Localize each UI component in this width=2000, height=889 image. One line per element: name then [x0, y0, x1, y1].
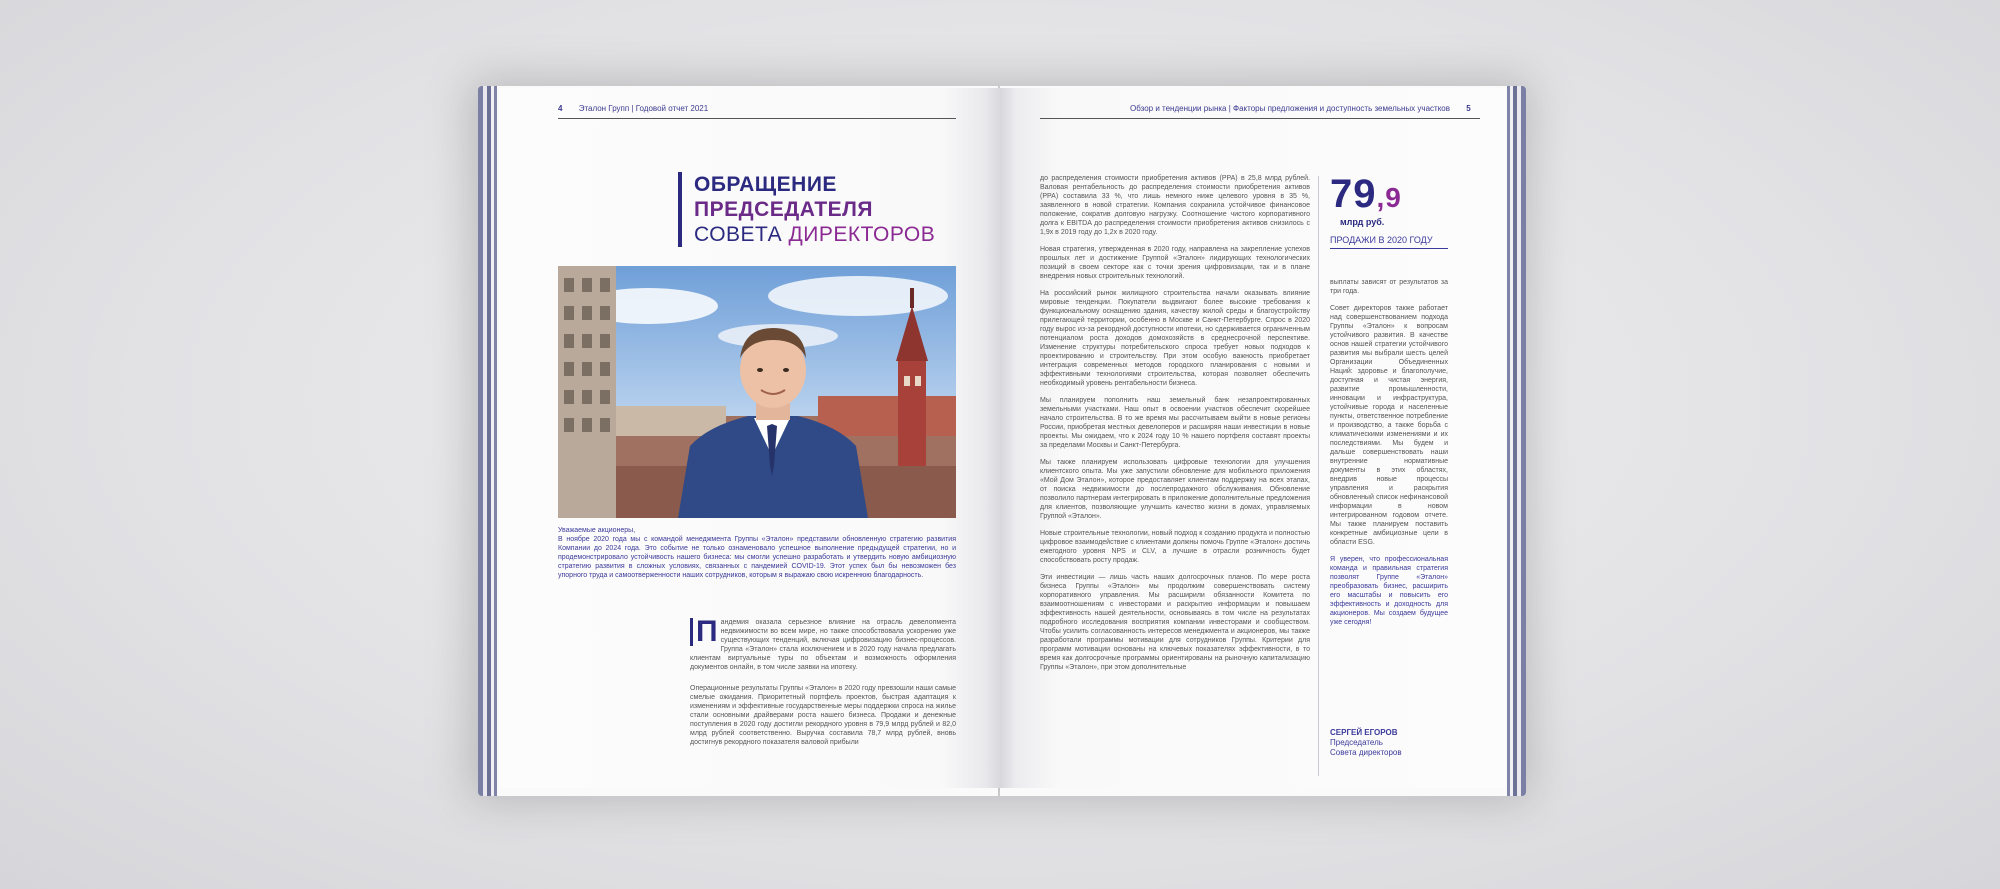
- intro-paragraph: Уважаемые акционеры, В ноябре 2020 года мы с командой менеджмента Группы «Эталон» представили обновленную стратегию развития Компании до 2024 года. Это событие не только ознаменовало успешное выполнение предыдущей стратегии, но и продемонстрировало устойчивость нашего бизнеса: мы смогли успешно разработать и утвердить новую амбициозную стратегию развития в сложных условиях, связанных с пандемией COVID-19. Этот успех был бы невозможен без упорного труда и самоотверженности наших сотрудников, которым я выражаю свою искреннюю благодарность.: [558, 527, 956, 579]
- column-divider: [1318, 176, 1319, 776]
- right-header-rule: [1040, 118, 1480, 119]
- stat-label: ПРОДАЖИ В 2020 ГОДУ: [1330, 235, 1448, 249]
- title-line-3: СОВЕТА ДИРЕКТОРОВ: [694, 223, 936, 246]
- page-title: [678, 172, 935, 247]
- col2-paragraph-2: Совет директоров также работает над совершенствованием подхода Группы «Эталон» к вопросам устойчивого развития. В качестве основ нашей стратегии устойчивого развития мы выбрали шесть целей Организации Объединенных Наций: здоровье и благополучие, доступная и чистая энергия, развитие промышленности, инновации и инфраструктура, устойчивые города и населенные пункты, ответственное потребление и производство, а также борьба с климатическими изменениями и их последствиями. Мы будем и дальше совершенствовать наши внутренние нормативные документы в этих областях, внедрив новые процессы управления и раскрытия обновленный список нефинансовой информации в новом интегрированном годовом отчете. Мы также планируем поставить конкретные амбициозные цели в области ESG.: [1330, 305, 1448, 546]
- right-column-2: [1330, 278, 1448, 627]
- signature-role-2: Совета директоров: [1330, 748, 1402, 757]
- sales-stat: [1330, 172, 1448, 249]
- col1-paragraph: Эти инвестиции — лишь часть наших долгосрочных планов. По мере роста бизнеса Группы «Эталон» мы продолжим совершенствовать систему корпоративного управления. Мы расширили обязанности Комитета по взаимоотношениям с инвесторами и раскрытию информации и повышаем эффективность нашей деятельности, основываясь в том числе на результатах подробного исследования восприятия компании инвесторами и сообществом. Чтобы усилить согласованность интересов менеджмента и акционеров, мы также разработали программы мотивации для сотрудников Группы. Критерии для программ мотивации основаны на ключевых показателях эффективности, в то время как долгосрочные программы ориентированы на рыночную капитализацию Группы «Эталон», при этом дополнительные: [1040, 574, 1310, 671]
- right-running-header: [1130, 104, 1471, 113]
- col1-paragraph: до распределения стоимости приобретения активов (PPA) в 25,8 млрд рублей. Валовая рентабельность до распределения стоимости приобретения активов (PPA) составила 33 %, что лишь немного ниже целевого уровня в 35 %, заявленного в новой стратегии. Компания сохранила устойчивое финансовое положение, сократив долговую нагрузку. Соотношение чистого корпоративного долга к EBITDA до распределения стоимости приобретения активов снизилось с 1,9x в 2019 году до 1,2x в 2020 году.: [1040, 175, 1310, 236]
- signature-name: СЕРГЕЙ ЕГОРОВ: [1330, 728, 1398, 737]
- left-running-header: [558, 104, 708, 113]
- left-page-number: 4: [558, 104, 563, 113]
- col1-paragraph: Новая стратегия, утвержденная в 2020 году, направлена на закрепление успехов прошлых лет и достижение Группой «Эталон» лидирующих технологических позиций в своем секторе как с точки зрения цифровизации, так и в плане внедрения новых строительных технологий.: [1040, 246, 1310, 280]
- title-line-1: ОБРАЩЕНИЕ: [694, 173, 837, 196]
- stat-unit: млрд руб.: [1340, 217, 1385, 227]
- title-line-2: ПРЕДСЕДАТЕЛЯ: [694, 198, 873, 221]
- col1-paragraph: Мы планируем пополнить наш земельный банк незапроектированных земельными участками. Наш опыт в освоении участков обеспечит скорейшее начало строительства. В то же время мы рассчитываем выйти в новые регионы России, приобретая местных девелоперов и расширяя наши инвестиции в новые проекты. Мы ожидаем, что к 2024 году 10 % нашего портфеля составят проекты за пределами Москвы и Санкт-Петербурга.: [1040, 397, 1310, 449]
- paragraph-2: Операционные результаты Группы «Эталон» в 2020 году превзошли наши самые смелые ожидания. Приоритетный портфель проектов, быстрая адаптация к изменениям и эффективные государственные меры поддержки спроса на жилье стали основными драйверами роста нашего бизнеса. Продажи и денежные поступления в 2020 году достигли рекордного уровня в 79,9 млрд рублей и 82,0 млрд рублей соответственно. Выручка составила 78,7 млрд рублей, вновь достигнув рекордного показателя валовой прибыли: [690, 685, 956, 746]
- col1-paragraph: Новые строительные технологии, новый подход к созданию продукта и полностью цифровое взаимодействие с клиентами должны помочь Группе «Эталон» достичь ежегодного уровня NPS и CLV, а лучшие в отрасли розничность будет способствовать росту продаж.: [1040, 530, 1310, 564]
- right-page: [1000, 88, 1506, 788]
- col2-paragraph-1: выплаты зависят от результатов за три года.: [1330, 279, 1448, 295]
- col1-paragraph: Мы также планируем использовать цифровые технологии для улучшения клиентского опыта. Мы уже запустили обновление для мобильного приложения «Мой Дом Эталон», которое предоставляет клиентам поддержку на всех этапах, от поиска недвижимости до послепродажного обслуживания. Обновление позволило партнерам интегрировать в приложение дополнительные предложения для клиентов, позволяющие улучшить качество жизни в домах, управляемых Группой «Эталон».: [1040, 459, 1310, 520]
- right-column-1: [1040, 174, 1310, 680]
- signature-role-1: Председатель: [1330, 738, 1383, 747]
- left-header-rule: [558, 118, 956, 119]
- paragraph-1: П андемия оказала серьезное влияние на отрасль девелопмента недвижимости во всем мире, но также способствовала ускорению уже существующих тенденций, включая цифровизацию бизнес-процессов. Группа «Эталон» стала исключением и в 2020 году начала предлагать клиентам виртуальные туры по объектам и возможность оформления документов онлайн, в том числе заявки на ипотеку.: [690, 615, 956, 671]
- left-header-text: Эталон Групп | Годовой отчет 2021: [578, 104, 709, 113]
- col2-paragraph-3: Я уверен, что профессиональная команда и правильная стратегия позволят Группе «Эталон» преобразовать бизнес, расширить его масштабы и повысить его эффективность и доходность для акционеров. Мы создаем будущее уже сегодня!: [1330, 556, 1448, 626]
- drop-cap: П: [690, 618, 718, 646]
- signature-block: [1330, 728, 1402, 758]
- right-page-number: 5: [1466, 104, 1471, 113]
- right-header-text: Обзор и тенденции рынка | Факторы предложения и доступность земельных участков: [1130, 104, 1450, 113]
- chairman-photo: [558, 266, 956, 518]
- col1-paragraph: На российский рынок жилищного строительства начали оказывать влияние мировые тенденции. Покупатели выдвигают более высокие требования к функциональному оснащению здания, качеству жилой среды и благоустройству прилегающей территории, особенно в Москве и Санкт-Петербурге. Спрос в 2020 году вырос из-за рекордной доступности ипотеки, но сдерживается ограниченным потенциалом роста доходов домохозяйств в среднесрочной перспективе. Изменение структуры потребительского спроса требует новых подходов к проектированию и строительству. При этом особую важность приобретает интеграция современных методов городского планирования с новыми и эффективными технологиями строительства, которая позволяет обеспечить необходимый уровень рентабельности бизнеса.: [1040, 290, 1310, 387]
- stat-value: 79,9: [1330, 172, 1402, 216]
- left-page: [500, 88, 1000, 788]
